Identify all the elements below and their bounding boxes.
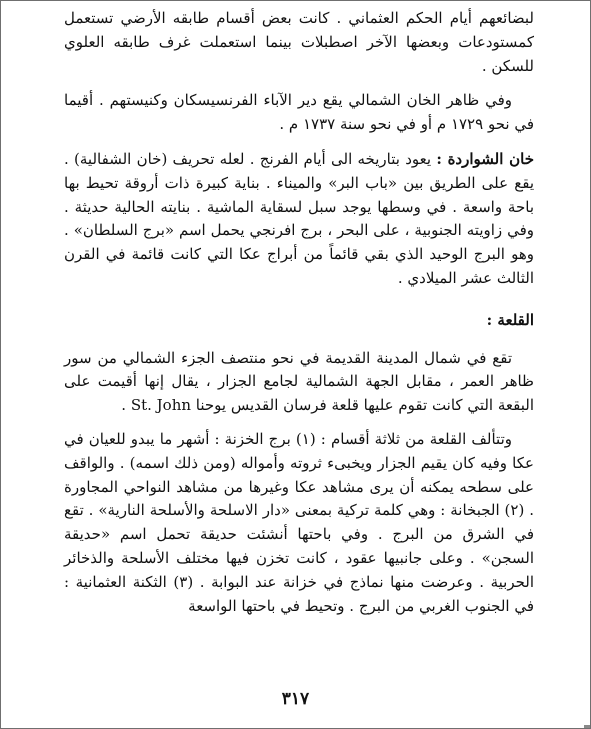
paragraph-citadel-sections: وتتألف القلعة من ثلاثة أقسام : (١) برج الخزنة : أشهر ما يبدو للعيان في عكا وفيه كان يقيم الجزار ويخبىء ثروته وأمواله (ومن ذلك اسمه) . والواقف على سطحه يمكنه أن يرى مشاهد عكا وغيرها من مشاهد النواحي المجاورة . (٢) الجبخانة : وهي كلمة تركية بمعنى «دار الاسلحة والأسلحة النارية» . تقع في الشرق من البرج . وفي باحتها أنشئت حديقة تحمل اسم «حديقة السجن» . وعلى جانبيها عقود ، كانت تخزن فيها مختلف الأسلحة والذخائر الحربية . وعرضت منها نماذج في خزانة عند البوابة . (٣) الثكنة العثمانية : في الجنوب الغربي من البرج . وتحيط في باحتها الواسعة: [64, 429, 535, 615]
page-number: ٣١٧: [281, 689, 310, 709]
citadel-location-end: .: [121, 396, 131, 415]
paragraph-khan-al-shawarda: [64, 148, 534, 291]
khan-al-shawarda-body: يعود بتاريخه الى أيام الفرنج . لعله تحريف (خان الشفالية) . يقع على الطريق بين «باب البر» والميناء . بناية كبيرة ذات أروقة تحيط بها باحة واسعة . في وسطها يوجد سبل لسقاية الماشية . بنايته الحالية حديثة . وفي زاويته الجنوبية ، على البحر ، برج افرنجي يحمل اسم «برج السلطان» . وهو البرج الوحيد الذي بقي قائماً من أبراج عكا التي كانت قائمة في القرن الثالث عشر الميلادي .: [64, 149, 534, 287]
khan-al-shawarda-heading: خان الشواردة :: [436, 149, 534, 168]
paragraph-khan-storage: لبضائعهم أيام الحكم العثماني . كانت بعض أقسام طابقه الأرضي تستعمل كمستودعات وبعضها الآخر اصطبلات بينما استعملت غرف طابقه العلوي للسكن .: [64, 9, 534, 75]
paragraph-citadel-location: [64, 347, 534, 418]
window-corner-mark: [584, 725, 590, 728]
book-page-text: [64, 7, 534, 719]
paragraph-franciscan-monastery: وفي ظاهر الخان الشمالي يقع دير الآباء الفرنسيسكان وكنيستهم . أقيما في نحو ١٧٢٩ م أو في نحو سنة ١٧٣٧ م .: [64, 91, 534, 134]
citadel-heading: القلعة :: [486, 310, 534, 329]
st-john-latin-text: St. John: [130, 396, 192, 415]
citadel-location-text: تقع في شمال المدينة القديمة في نحو منتصف الجزء الشمالي من سور ظاهر العمر ، مقابل الجهة الشمالية لجامع الجزار ، يقال إنها أقيمت على البقعة التي كانت تقوم عليها قلعة فرسان القديس يوحنا: [64, 348, 534, 415]
